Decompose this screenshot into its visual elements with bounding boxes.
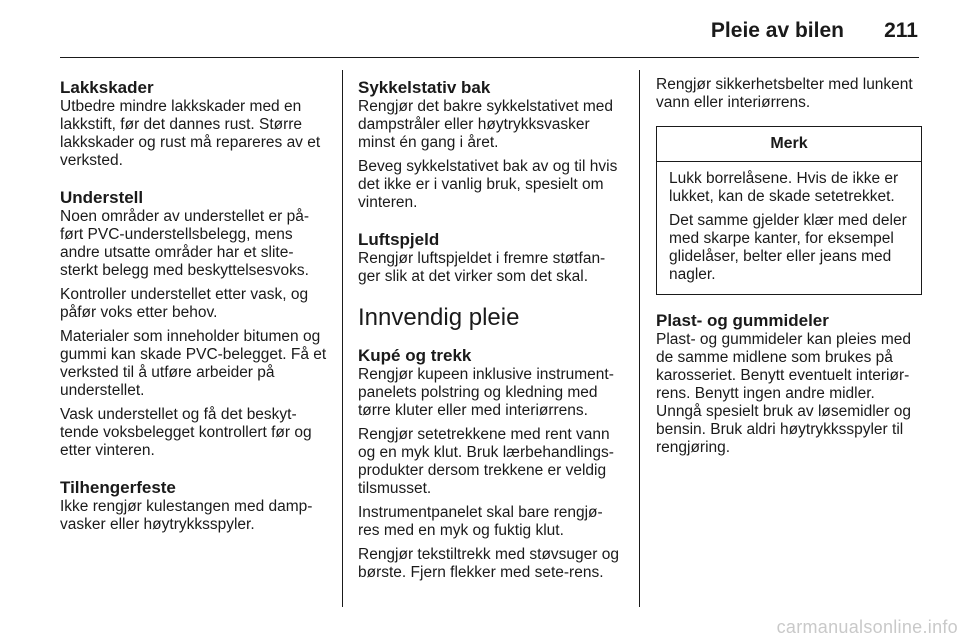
paragraph: Ikke rengjør kulestangen med damp-vasker eller høytrykksspyler. xyxy=(60,498,313,533)
section-lakkskader xyxy=(60,78,328,170)
paragraph: Utbedre mindre lakkskader med en lakkstift, før det dannes rust. Større lakkskader og rust må repareres av et verksted. xyxy=(60,98,321,169)
section-luftspjeld xyxy=(358,230,624,286)
column-3 xyxy=(656,78,922,475)
column-divider-2 xyxy=(639,70,640,607)
paragraph: Rengjør setetrekkene med rent vann og en myk klut. Bruk lærbehandlings-produkter dersom trekkene er veldig tilsmusset. xyxy=(358,426,614,497)
section-understell xyxy=(60,188,328,460)
paragraph: Rengjør sikkerhetsbelter med lunkent vann eller interiørrens. xyxy=(656,76,913,111)
watermark: carmanualsonline.info xyxy=(776,617,958,637)
paragraph: Beveg sykkelstativet bak av og til hvis det ikke er i vanlig bruk, spesielt om vinteren. xyxy=(358,158,618,211)
header-divider xyxy=(60,57,919,58)
section-heading: Plast- og gummideler xyxy=(656,311,829,330)
note-box xyxy=(656,126,922,295)
section-heading: Tilhengerfeste xyxy=(60,478,176,497)
page-header xyxy=(0,0,960,58)
section-heading: Lakkskader xyxy=(60,78,154,97)
column-divider-1 xyxy=(342,70,343,607)
paragraph: Noen områder av understellet er på-ført PVC-understellsbelegg, mens andre utsatte områder har et slite-sterkt belegg med beskyttelsesvoks. xyxy=(60,208,309,279)
paragraph: Rengjør tekstiltrekk med støvsuger og børste. Fjern flekker med sete-rens. xyxy=(358,546,620,581)
column-2 xyxy=(358,78,624,600)
paragraph: Instrumentpanelet skal bare rengjø-res med en myk og fuktig klut. xyxy=(358,504,603,539)
section-heading: Understell xyxy=(60,188,144,207)
section-heading: Kupé og trekk xyxy=(358,346,472,365)
note-body xyxy=(657,162,921,294)
paragraph: Det samme gjelder klær med deler med skarpe kanter, for eksempel glidelåser, belter eller jeans med nagler. xyxy=(669,212,907,283)
section-plast-og-gummideler xyxy=(656,311,922,457)
paragraph: Plast- og gummideler kan pleies med de samme midlene som brukes på karosseriet. Benytt eventuelt interiør-rens. Benytt ingen andre midler. Unngå spesielt bruk av løsemidler og bensin. Bruk aldri høytrykksspyler til rengjøring. xyxy=(656,331,912,456)
paragraph: Kontroller understellet etter vask, og påfør voks etter behov. xyxy=(60,286,309,321)
column-1 xyxy=(60,78,328,552)
section-sykkelstativ xyxy=(358,78,624,212)
page-number: 211 xyxy=(884,19,918,42)
chapter-heading: Innvendig pleie xyxy=(358,304,520,331)
paragraph: Rengjør det bakre sykkelstativet med dampstråler eller høytrykksvasker minst én gang i året. xyxy=(358,98,613,151)
section-heading: Sykkelstativ bak xyxy=(358,78,491,97)
note-title: Merk xyxy=(657,127,921,162)
page-title: Pleie av bilen xyxy=(710,19,844,42)
paragraph: Lukk borrelåsene. Hvis de ikke er lukket, kan de skade setetrekket. xyxy=(669,170,899,205)
paragraph: Materialer som inneholder bitumen og gummi kan skade PVC-belegget. Få et verksted til å utføre arbeider på understellet. xyxy=(60,328,327,399)
paragraph: Rengjør kupeen inklusive instrument-panelets polstring og kledning med tørre kluter eller med interiørrens. xyxy=(358,366,614,419)
paragraph: Vask understellet og få det beskyt-tende voksbelegget kontrollert før og etter vinteren. xyxy=(60,406,312,459)
section-heading: Luftspjeld xyxy=(358,230,440,249)
paragraph: Rengjør luftspjeldet i fremre støtfan-ger slik at det virker som det skal. xyxy=(358,250,606,285)
section-kupe-og-trekk xyxy=(358,346,624,582)
section-tilhengerfeste xyxy=(60,478,328,534)
